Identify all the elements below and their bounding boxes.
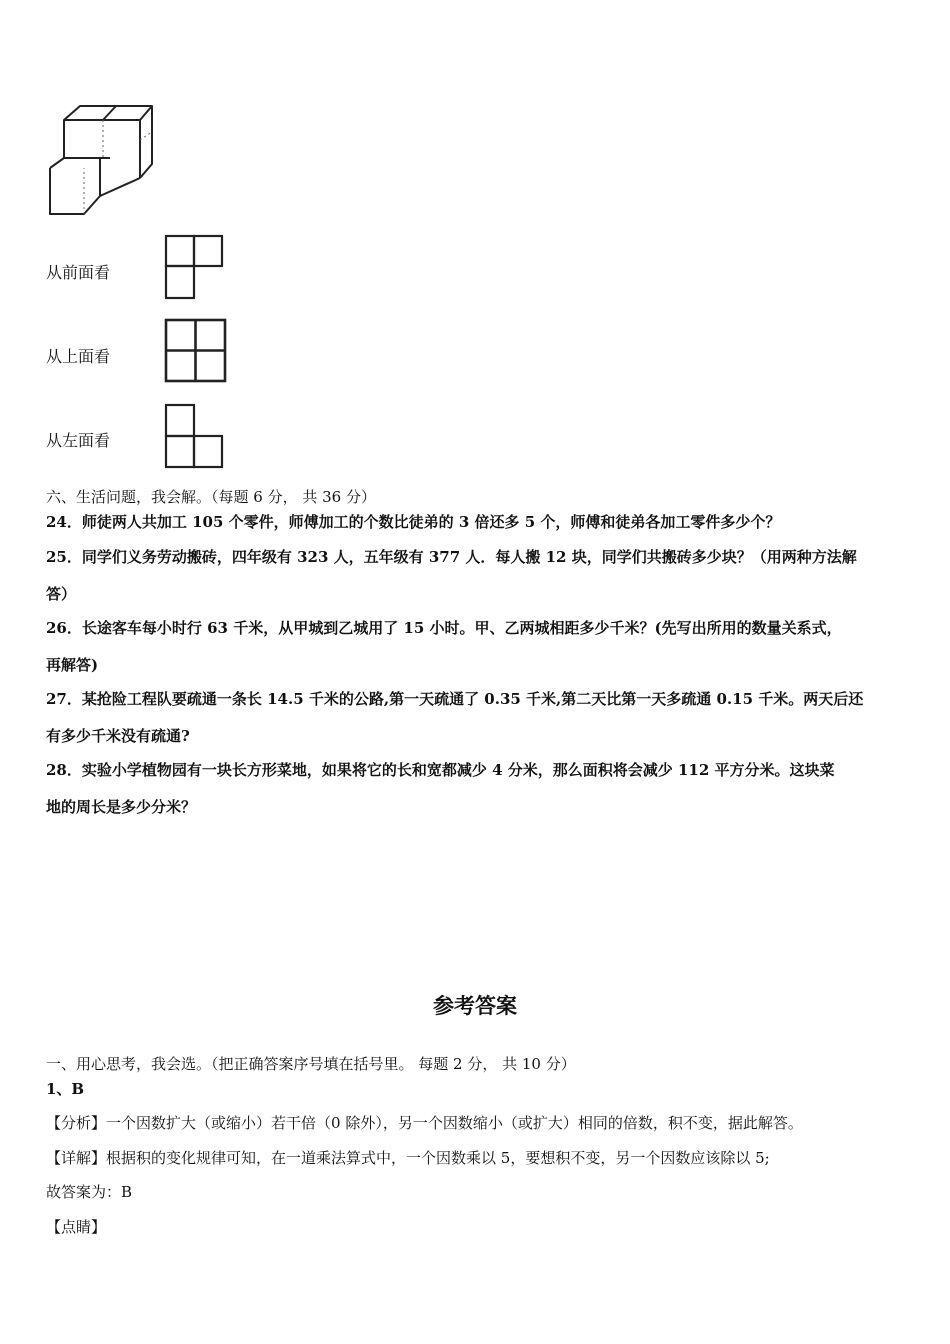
- front-view-label: 从前面看: [46, 263, 111, 282]
- answers-section1-heading: 一、用心思考，我会选。（把正确答案序号填在括号里。 每题 2 分， 共 10 分）: [46, 1055, 576, 1073]
- question-27-line2: 有多少千米没有疏通?: [46, 727, 190, 745]
- question-25-line1: 25．同学们义务劳动搬砖，四年级有 323 人，五年级有 377 人．每人搬 12 块，同学们共搬砖多少块？（用两种方法解: [46, 548, 857, 566]
- question-28-line1: 28．实验小学植物园有一块长方形菜地，如果将它的长和宽都减少 4 分米，那么面积将会减少 112 平方分米。这块菜: [46, 761, 835, 779]
- question-24: 24．师徒两人共加工 105 个零件，师傅加工的个数比徒弟的 3 倍还多 5 个，师傅和徒弟各加工零件多少个？: [46, 513, 781, 531]
- top-view-label: 从上面看: [46, 347, 111, 366]
- question-25-line2: 答）: [46, 585, 77, 603]
- section6-heading: 六、生活问题，我会解。（每题 6 分， 共 36 分）: [46, 488, 376, 506]
- answer-comment: 【点睛】: [46, 1218, 107, 1236]
- answers-title: 参考答案: [433, 994, 517, 1018]
- question-27-line1: 27．某抢险工程队要疏通一条长 14.5 千米的公路,第一天疏通了 0.35 千米,第二天比第一天多疏通 0.15 千米。两天后还: [46, 690, 864, 708]
- answer-conclusion: 故答案为：B: [46, 1183, 133, 1201]
- question-26-line1: 26．长途客车每小时行 63 千米，从甲城到乙城用了 15 小时。甲、乙两城相距多少千米？(先写出所用的数量关系式，: [46, 619, 842, 637]
- question-28-line2: 地的周长是多少分米？: [46, 798, 197, 816]
- answer-detail: 【详解】根据积的变化规律可知，在一道乘法算式中，一个因数乘以 5，要想积不变，另一个因数应该除以 5;: [46, 1149, 770, 1167]
- answer-analysis: 【分析】一个因数扩大（或缩小）若干倍（0 除外），另一个因数缩小（或扩大）相同的倍数，积不变，据此解答。: [46, 1114, 803, 1132]
- question-26-line2: 再解答): [46, 656, 99, 674]
- left-view-label: 从左面看: [46, 431, 111, 450]
- answer-1: 1、B: [46, 1080, 85, 1098]
